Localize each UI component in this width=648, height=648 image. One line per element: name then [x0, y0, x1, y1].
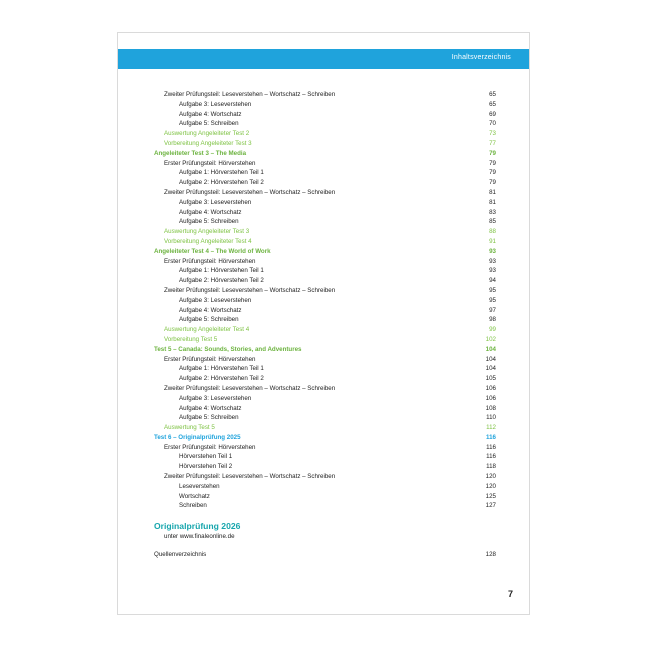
toc-entry-page: 104 — [485, 355, 496, 363]
toc-entry[interactable] — [154, 355, 496, 365]
toc-entry[interactable] — [154, 90, 496, 100]
toc-entry-page: 95 — [489, 296, 496, 304]
toc-entry-title: Angeleiteter Test 3 – The Media — [154, 149, 247, 157]
toc-entry[interactable] — [154, 452, 496, 462]
toc-entry-title: Aufgabe 5: Schreiben — [179, 414, 239, 422]
toc-entry-page: 70 — [489, 120, 496, 128]
toc-entry-page: 79 — [489, 169, 496, 177]
toc-entry-title: Aufgabe 5: Schreiben — [179, 316, 239, 324]
header-bar — [118, 49, 529, 69]
toc-entry-page: 102 — [485, 335, 496, 343]
toc-entry-title: Auswertung Angeleiteter Test 2 — [164, 130, 250, 138]
original-exam-heading: Originalprüfung 2026 — [154, 521, 241, 531]
toc-entry-page: 116 — [486, 443, 496, 451]
toc-entry[interactable] — [154, 217, 496, 227]
toc-entry[interactable] — [154, 110, 496, 120]
toc-entry[interactable] — [154, 423, 496, 433]
toc-entry-title: Test 5 – Canada: Sounds, Stories, and Adventures — [154, 345, 302, 353]
sources-page: 128 — [485, 551, 496, 558]
toc-entry-title: Hörverstehen Teil 2 — [179, 463, 233, 471]
toc-entry[interactable] — [154, 482, 496, 492]
toc-entry-page: 93 — [489, 247, 496, 255]
toc-entry-title: Aufgabe 2: Hörverstehen Teil 2 — [179, 179, 264, 187]
toc-entry-page: 97 — [489, 306, 496, 314]
toc-entry-page: 120 — [485, 482, 496, 490]
toc-entry-title: Aufgabe 1: Hörverstehen Teil 1 — [179, 267, 264, 275]
toc-entry-title: Vorbereitung Test 5 — [164, 335, 218, 343]
toc-entry-page: 94 — [489, 277, 496, 285]
toc-entry-title: Auswertung Angeleiteter Test 3 — [164, 228, 250, 236]
toc-entry-page: 85 — [489, 218, 496, 226]
toc-entry-page: 120 — [485, 473, 496, 481]
toc-entry-title: Zweiter Prüfungsteil: Leseverstehen – Wortschatz – Schreiben — [164, 188, 336, 196]
toc-entry[interactable] — [154, 276, 496, 286]
toc-entry-title: Hörverstehen Teil 1 — [179, 453, 233, 461]
toc-entry-page: 110 — [486, 414, 496, 422]
toc-entry-title: Vorbereitung Angeleiteter Test 3 — [164, 139, 252, 147]
toc-entry[interactable] — [154, 443, 496, 453]
toc-entry[interactable] — [154, 129, 496, 139]
toc-entry[interactable] — [154, 394, 496, 404]
toc-entry[interactable] — [154, 335, 496, 345]
toc-entry-page: 105 — [485, 375, 496, 383]
toc-entry[interactable] — [154, 374, 496, 384]
toc-entry-title: Aufgabe 3: Leseverstehen — [179, 394, 252, 402]
original-exam-link[interactable]: unter www.finaleonline.de — [164, 533, 235, 540]
toc-entry[interactable] — [154, 227, 496, 237]
toc-entry-title: Erster Prüfungsteil: Hörverstehen — [164, 443, 256, 451]
toc-entry-page: 81 — [489, 188, 496, 196]
toc-entry-title: Aufgabe 3: Leseverstehen — [179, 296, 252, 304]
toc-entry[interactable] — [154, 178, 496, 188]
toc-entry-title: Aufgabe 4: Wortschatz — [179, 208, 242, 216]
toc-entry-page: 106 — [485, 384, 496, 392]
toc-entry[interactable] — [154, 208, 496, 218]
toc-entry-page: 69 — [489, 110, 496, 118]
toc-entry[interactable] — [154, 325, 496, 335]
toc-entry-title: Aufgabe 1: Hörverstehen Teil 1 — [179, 365, 264, 373]
toc-entry-page: 125 — [485, 492, 496, 500]
toc-entry-title: Vorbereitung Angeleiteter Test 4 — [164, 237, 252, 245]
toc-entry[interactable] — [154, 266, 496, 276]
toc-entry[interactable] — [154, 257, 496, 267]
toc-entry-title: Aufgabe 4: Wortschatz — [179, 306, 242, 314]
toc-entry-page: 88 — [489, 228, 496, 236]
toc-entry-page: 116 — [486, 433, 496, 441]
sources-entry[interactable] — [154, 551, 496, 558]
toc-entry-page: 104 — [485, 345, 496, 353]
toc-entry[interactable] — [154, 139, 496, 149]
toc-entry-title: Test 6 – Originalprüfung 2025 — [154, 433, 241, 441]
toc-entry-title: Wortschatz — [179, 492, 210, 500]
toc-entry-title: Angeleiteter Test 4 – The World of Work — [154, 247, 271, 255]
toc-entry-page: 79 — [489, 179, 496, 187]
toc-section-heading[interactable] — [154, 345, 496, 355]
toc-entry[interactable] — [154, 296, 496, 306]
toc-entry-title: Zweiter Prüfungsteil: Leseverstehen – Wortschatz – Schreiben — [164, 91, 336, 98]
toc-entry-page: 104 — [485, 365, 496, 373]
toc-entry-page: 116 — [486, 453, 496, 461]
toc-entry-title: Aufgabe 3: Leseverstehen — [179, 100, 252, 108]
toc-entry[interactable] — [154, 119, 496, 129]
toc-entry[interactable] — [154, 100, 496, 110]
toc-entry-title: Zweiter Prüfungsteil: Leseverstehen – Wortschatz – Schreiben — [164, 384, 336, 392]
toc-entry-page: 79 — [489, 159, 496, 167]
toc-entry[interactable] — [154, 364, 496, 374]
toc-entry-page: 118 — [486, 463, 496, 471]
toc-entry-title: Aufgabe 4: Wortschatz — [179, 404, 242, 412]
page-number: 7 — [507, 589, 513, 599]
header-title: Inhaltsverzeichnis — [451, 54, 511, 61]
toc-entry[interactable] — [154, 413, 496, 423]
table-of-contents — [154, 90, 496, 511]
toc-entry-title: Aufgabe 3: Leseverstehen — [179, 198, 252, 206]
toc-entry-title: Aufgabe 2: Hörverstehen Teil 2 — [179, 277, 264, 285]
toc-entry[interactable] — [154, 404, 496, 414]
toc-entry-page: 83 — [489, 208, 496, 216]
toc-section-heading[interactable] — [154, 433, 496, 443]
toc-entry-title: Aufgabe 4: Wortschatz — [179, 110, 242, 118]
toc-entry[interactable] — [154, 168, 496, 178]
toc-entry-title: Schreiben — [179, 502, 207, 510]
sources-label: Quellenverzeichnis — [154, 551, 207, 558]
toc-section-heading[interactable] — [154, 149, 496, 159]
toc-entry-page: 112 — [486, 424, 496, 432]
toc-entry-title: Leseverstehen — [179, 482, 220, 490]
toc-entry-page: 81 — [489, 198, 496, 206]
toc-entry[interactable] — [154, 492, 496, 502]
toc-entry-page: 93 — [489, 267, 496, 275]
toc-entry[interactable] — [154, 462, 496, 472]
document-page — [117, 32, 530, 615]
toc-entry-page: 108 — [485, 404, 496, 412]
toc-entry-title: Aufgabe 1: Hörverstehen Teil 1 — [179, 169, 264, 177]
toc-entry-title: Aufgabe 5: Schreiben — [179, 218, 239, 226]
toc-entry-title: Aufgabe 2: Hörverstehen Teil 2 — [179, 375, 264, 383]
toc-entry-page: 99 — [489, 326, 496, 334]
toc-entry-title: Auswertung Angeleiteter Test 4 — [164, 326, 250, 334]
toc-entry[interactable] — [154, 315, 496, 325]
toc-entry-title: Zweiter Prüfungsteil: Leseverstehen – Wortschatz – Schreiben — [164, 286, 336, 294]
toc-entry-title: Erster Prüfungsteil: Hörverstehen — [164, 257, 256, 265]
toc-entry[interactable] — [154, 501, 496, 511]
toc-entry[interactable] — [154, 159, 496, 169]
toc-entry-page: 91 — [489, 237, 496, 245]
toc-entry-page: 79 — [489, 149, 496, 157]
toc-entry-title: Erster Prüfungsteil: Hörverstehen — [164, 159, 256, 167]
toc-entry-title: Erster Prüfungsteil: Hörverstehen — [164, 355, 256, 363]
toc-entry-page: 98 — [489, 316, 496, 324]
toc-entry[interactable] — [154, 286, 496, 296]
toc-entry[interactable] — [154, 472, 496, 482]
toc-entry[interactable] — [154, 384, 496, 394]
toc-entry-page: 95 — [489, 286, 496, 294]
toc-entry-page: 106 — [485, 394, 496, 402]
toc-entry-page: 127 — [485, 502, 496, 510]
toc-section-heading[interactable] — [154, 247, 496, 257]
toc-entry-page: 65 — [489, 100, 496, 108]
toc-entry-page: 65 — [489, 91, 496, 98]
toc-entry-page: 77 — [489, 139, 496, 147]
toc-entry[interactable] — [154, 237, 496, 247]
toc-entry-page: 73 — [489, 130, 496, 138]
toc-entry[interactable] — [154, 188, 496, 198]
toc-entry-title: Zweiter Prüfungsteil: Leseverstehen – Wortschatz – Schreiben — [164, 473, 336, 481]
toc-entry-page: 93 — [489, 257, 496, 265]
toc-entry-title: Aufgabe 5: Schreiben — [179, 120, 239, 128]
toc-entry[interactable] — [154, 198, 496, 208]
toc-entry[interactable] — [154, 306, 496, 316]
toc-entry-title: Auswertung Test 5 — [164, 424, 215, 432]
